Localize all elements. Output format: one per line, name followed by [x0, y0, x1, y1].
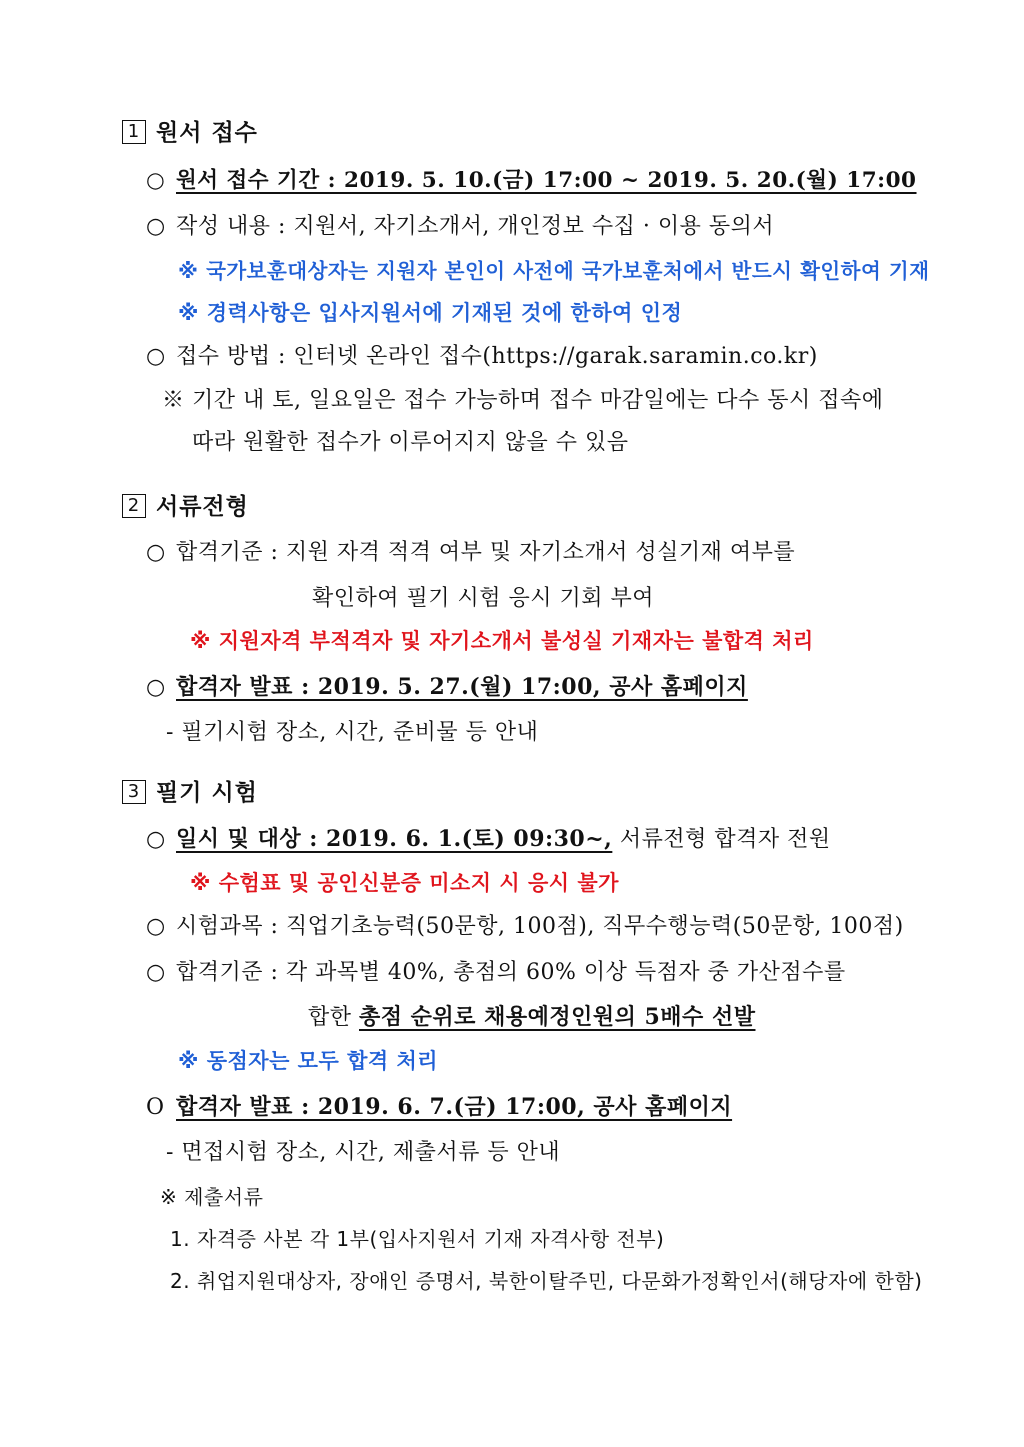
bullet-circle: ○: [146, 914, 166, 939]
bullet-circle: ○: [146, 960, 166, 985]
doc-item-1: 1. 자격증 사본 각 1부(입사지원서 기재 자격사항 전부): [170, 1227, 665, 1251]
exam-subjects: 시험과목 : 직업기초능력(50문항, 100점), 직무수행능력(50문항, 100점): [176, 914, 904, 939]
s1-period-line: [146, 166, 917, 196]
exam-results-announcement: 합격자 발표 : 2019. 6. 7.(금) 17:00, 공사 홈페이지: [176, 1094, 733, 1120]
bullet-circle: ○: [146, 827, 166, 852]
bullet-circle: O: [146, 1095, 165, 1120]
bullet-circle: ○: [146, 214, 166, 239]
note-weekend-line-1: ※ 기간 내 토, 일요일은 접수 가능하며 접수 마감일에는 다수 동시 접속에: [162, 388, 884, 413]
section-title: 서류전형: [156, 494, 249, 520]
note-veteran: ※ 국가보훈대상자는 지원자 본인이 사전에 국가보훈처에서 반드시 확인하여 기재: [178, 259, 930, 283]
bullet-circle: ○: [146, 675, 166, 700]
document-results-announcement: 합격자 발표 : 2019. 5. 27.(월) 17:00, 공사 홈페이지: [176, 674, 748, 700]
section-1-heading: [122, 118, 258, 148]
s3-subjects-line: [146, 912, 904, 942]
application-method: 접수 방법 : 인터넷 온라인 접수(https://garak.saramin.co.kr): [176, 344, 818, 369]
bullet-circle: ○: [146, 344, 166, 369]
section-number-box: 3: [122, 780, 146, 804]
section-number-box: 1: [122, 120, 146, 144]
s3-date-line: [146, 824, 831, 855]
application-period: 원서 접수 기간 : 2019. 5. 10.(금) 17:00 ~ 2019. 5. 20.(월) 17:00: [176, 168, 917, 193]
bullet-circle: ○: [146, 168, 166, 193]
note-id-required: ※ 수험표 및 공인신분증 미소지 시 응시 불가: [190, 871, 619, 895]
docs-title: ※ 제출서류: [160, 1185, 264, 1209]
note-weekend-line-2: 따라 원활한 접수가 이루어지지 않을 수 있음: [192, 430, 629, 455]
exam-pass-criteria: 합격기준 : 각 과목별 40%, 총점의 60% 이상 득점자 중 가산점수를: [176, 960, 846, 985]
exam-date-target: 일시 및 대상 : 2019. 6. 1.(토) 09:30~,: [176, 826, 613, 852]
section-2-heading: [122, 492, 249, 522]
doc-item-2: 2. 취업지원대상자, 장애인 증명서, 북한이탈주민, 다문화가정확인서(해당자에 한함): [170, 1269, 923, 1293]
written-exam-guide: - 필기시험 장소, 시간, 준비물 등 안내: [166, 720, 539, 745]
s2-criteria-line-1: [146, 538, 795, 568]
s2-criteria-line-2: 확인하여 필기 시험 응시 기회 부여: [312, 586, 654, 611]
bullet-circle: ○: [146, 540, 166, 565]
s3-criteria-line-1: [146, 958, 846, 988]
note-disqualified: ※ 지원자격 부적격자 및 자기소개서 불성실 기재자는 불합격 처리: [190, 629, 814, 653]
section-number-box: 2: [122, 494, 146, 518]
section-3-heading: [122, 778, 258, 808]
criteria-selection: 총점 순위로 채용예정인원의 5배수 선발: [359, 1004, 756, 1030]
interview-guide: - 면접시험 장소, 시간, 제출서류 등 안내: [166, 1140, 561, 1165]
section-title: 원서 접수: [156, 120, 258, 146]
note-career: ※ 경력사항은 입사지원서에 기재된 것에 한하여 인정: [178, 301, 683, 325]
s3-criteria-line-2: [308, 1002, 755, 1033]
section-title: 필기 시험: [156, 780, 258, 806]
s3-announce-line: [146, 1092, 732, 1123]
s1-contents-line: [146, 212, 774, 242]
note-tie: ※ 동점자는 모두 합격 처리: [178, 1049, 439, 1073]
criteria-plain: 합한: [308, 1005, 359, 1030]
s2-announce-line: [146, 672, 748, 703]
document-screening-criteria: 합격기준 : 지원 자격 적격 여부 및 자기소개서 성실기재 여부를: [176, 540, 796, 565]
application-contents: 작성 내용 : 지원서, 자기소개서, 개인정보 수집 · 이용 동의서: [176, 214, 775, 239]
exam-target-rest: 서류전형 합격자 전원: [612, 827, 831, 852]
s1-method-line: [146, 342, 818, 372]
